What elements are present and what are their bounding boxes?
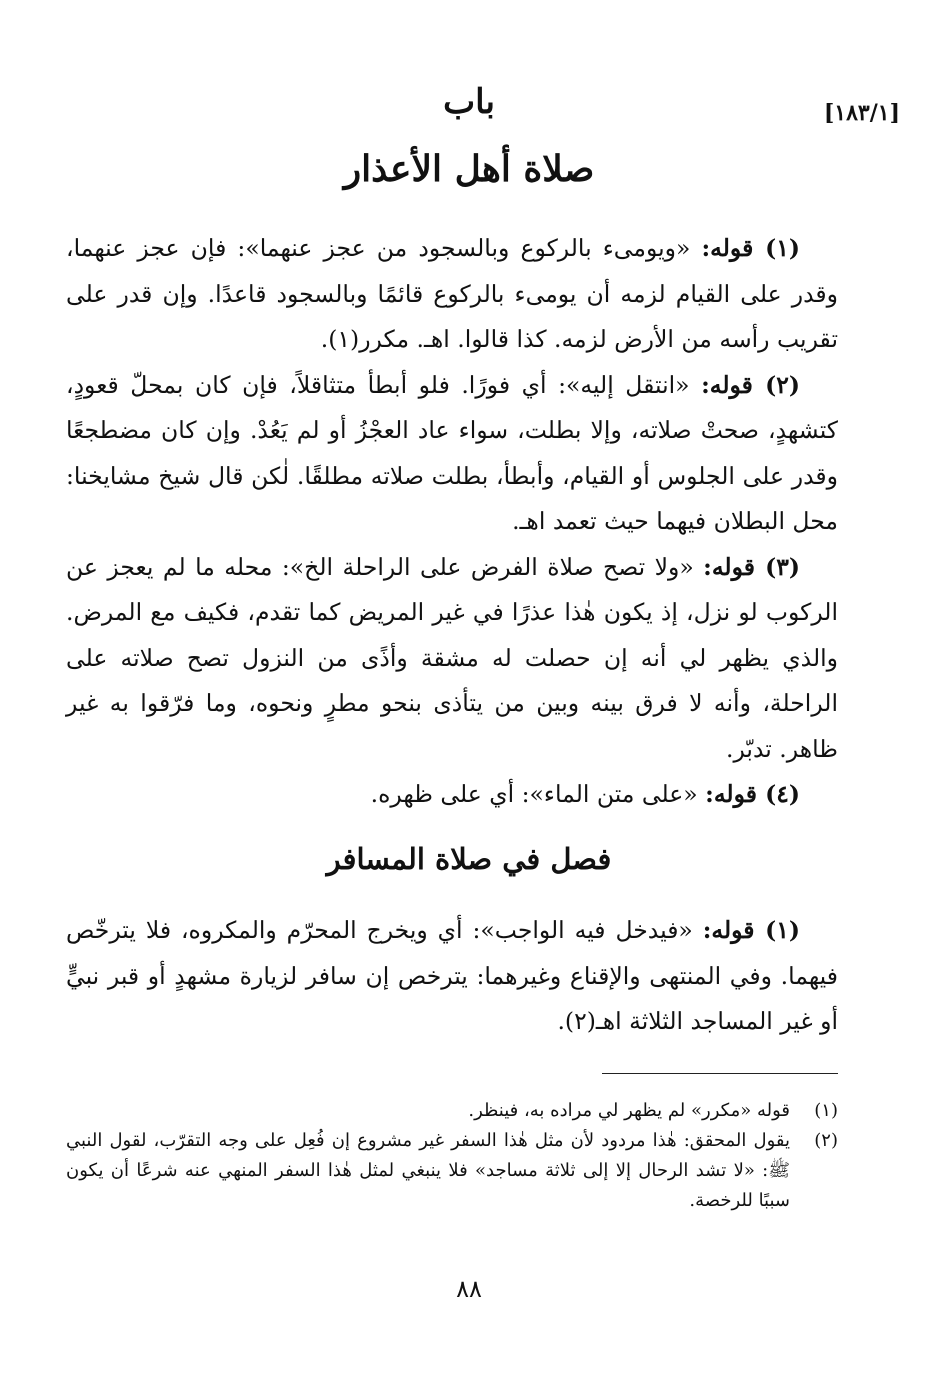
paragraph xyxy=(66,772,838,818)
paragraph-text: «على متن الماء»: أي على ظهره. xyxy=(370,780,706,808)
paragraph-label: (٢) قوله: xyxy=(701,370,800,399)
footnote-text: قوله «مكرر» لم يظهر لي مراده به، فينظر. xyxy=(468,1100,790,1121)
paragraph-text: «فيدخل فيه الواجب»: أي ويخرج المحرّم والمكروه، فلا يترخّص فيهما. وفي المنتهى والإقناع وغيرهما: يترخص إن سافر لزيارة مشهدٍ أو قبر نبيٍّ أو غير المساجد الثلاثة اهـ(٢). xyxy=(66,916,838,1035)
paragraph xyxy=(66,545,838,773)
paragraph xyxy=(66,363,838,545)
footnote-number: (٢) xyxy=(814,1130,838,1151)
footnotes xyxy=(66,1096,838,1216)
paragraph xyxy=(66,226,838,363)
footnote xyxy=(66,1096,838,1126)
page-number: ٨٨ xyxy=(456,1275,482,1303)
chapter-heading: باب xyxy=(443,82,495,122)
footnote-divider xyxy=(602,1073,838,1074)
paragraph-label: (١) قوله: xyxy=(702,916,800,944)
paragraph-label: (١) قوله: xyxy=(701,234,801,262)
chapter-title: صلاة أهل الأعذار xyxy=(343,148,595,190)
paragraph-text: «ويومىء بالركوع وبالسجود من عجز عنهما»: فإن عجز عنهما، وقدر على القيام لزمه أن يومىء بالركوع قائمًا وبالسجود قاعدًا. وإن قدر على تقريب رأسه من الأرض لزمه. كذا قالوا. اهـ. مكرر(١). xyxy=(66,234,838,353)
footnote-number: (١) xyxy=(814,1100,838,1121)
footnote-text: يقول المحقق: هٰذا مردود لأن مثل هٰذا السفر غير مشروع إن فُعِل على وجه التقرّب، لقول النبي ﷺ: «لا تشد الرحال إلا إلى ثلاثة مساجد» فلا ينبغي لمثل هٰذا السفر المنهي عنه شرعًا أن يكون سببًا للرخصة. xyxy=(66,1130,790,1211)
paragraph-text: «انتقل إليه»: أي فورًا. فلو أبطأ متثاقلاً، فإن كان بمحلّ قعودٍ، كتشهدٍ، صحتْ صلاته، وإلا بطلت، سواء عاد العجْزُ أو لم يَعُدْ. وإن كان مضطجعًا وقدر على الجلوس أو القيام، وأبطأ، بطلت صلاته مطلقًا. لٰكن قال شيخ مشايخنا: محل البطلان فيهما حيث تعمد اهـ. xyxy=(66,370,838,535)
paragraph xyxy=(66,908,838,1045)
paragraph-label: (٣) قوله: xyxy=(703,552,800,581)
section-title: فصل في صلاة المسافر xyxy=(326,842,612,876)
paragraph-text: «ولا تصح صلاة الفرض على الراحلة الخ»: محله ما لم يعجز عن الركوب لو نزل، إذ يكون هٰذا عذرًا في غير المريض كما تقدم، فكيف مع المرض. والذي يظهر لي أنه إن حصلت له مشقة وأذًى من النزول تصح صلاته على الراحلة، وأنه لا فرق بينه وبين من يتأذى بنحو مطرٍ ونحوه، وما فرّقوا به غير ظاهر. تدبّر. xyxy=(66,552,838,763)
footnote xyxy=(66,1126,838,1216)
section-text-block xyxy=(66,908,838,1045)
page-reference: [١٨٣/١] xyxy=(823,100,900,126)
main-text-block xyxy=(66,226,838,818)
paragraph-label: (٤) قوله: xyxy=(705,780,800,808)
